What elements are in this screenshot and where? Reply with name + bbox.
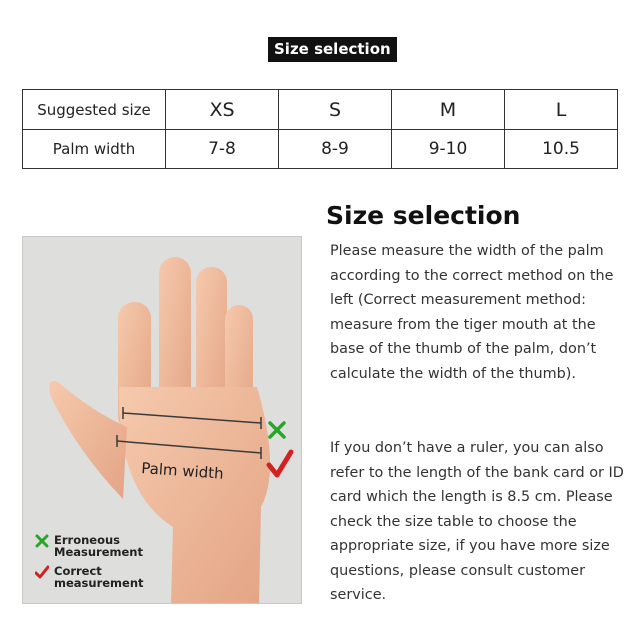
- table-row: [23, 90, 618, 130]
- section-title: Size selection: [326, 201, 521, 230]
- cross-icon: [270, 423, 284, 437]
- table-row-header: Palm width: [23, 130, 166, 169]
- legend-item-correct: [35, 565, 144, 589]
- check-icon: [269, 452, 291, 475]
- legend-label: measurement: [54, 576, 144, 590]
- table-cell: 9-10: [392, 130, 505, 169]
- ruler-alternative-instructions: If you don’t have a ruler, you can also refer to the length of the bank card or ID card which the length is 8.5 cm. Please check the size table to choose the appropriate size, if you have more size questions, please consult customer service.: [330, 440, 624, 603]
- table-cell: L: [505, 90, 618, 130]
- size-table: [22, 89, 618, 169]
- legend-label: Correct: [54, 564, 102, 578]
- table-cell: S: [279, 90, 392, 130]
- size-selection-badge: Size selection: [268, 37, 397, 62]
- legend-item-erroneous: [35, 534, 143, 558]
- table-cell: M: [392, 90, 505, 130]
- legend-label: Erroneous: [54, 533, 121, 547]
- palm-width-label: Palm width: [140, 459, 225, 483]
- table-cell: 10.5: [505, 130, 618, 169]
- hand-measurement-figure: [22, 236, 302, 604]
- measurement-instructions: Please measure the width of the palm according to the correct method on the left (Correct measurement method: measure from the tiger mouth at the base of the thumb of the palm, don’t calculate the width of the thumb).: [330, 243, 614, 382]
- table-cell: 7-8: [166, 130, 279, 169]
- legend-label: Measurement: [54, 545, 143, 559]
- table-cell: 8-9: [279, 130, 392, 169]
- table-row-header: Suggested size: [23, 90, 166, 130]
- table-cell: XS: [166, 90, 279, 130]
- table-row: [23, 130, 618, 169]
